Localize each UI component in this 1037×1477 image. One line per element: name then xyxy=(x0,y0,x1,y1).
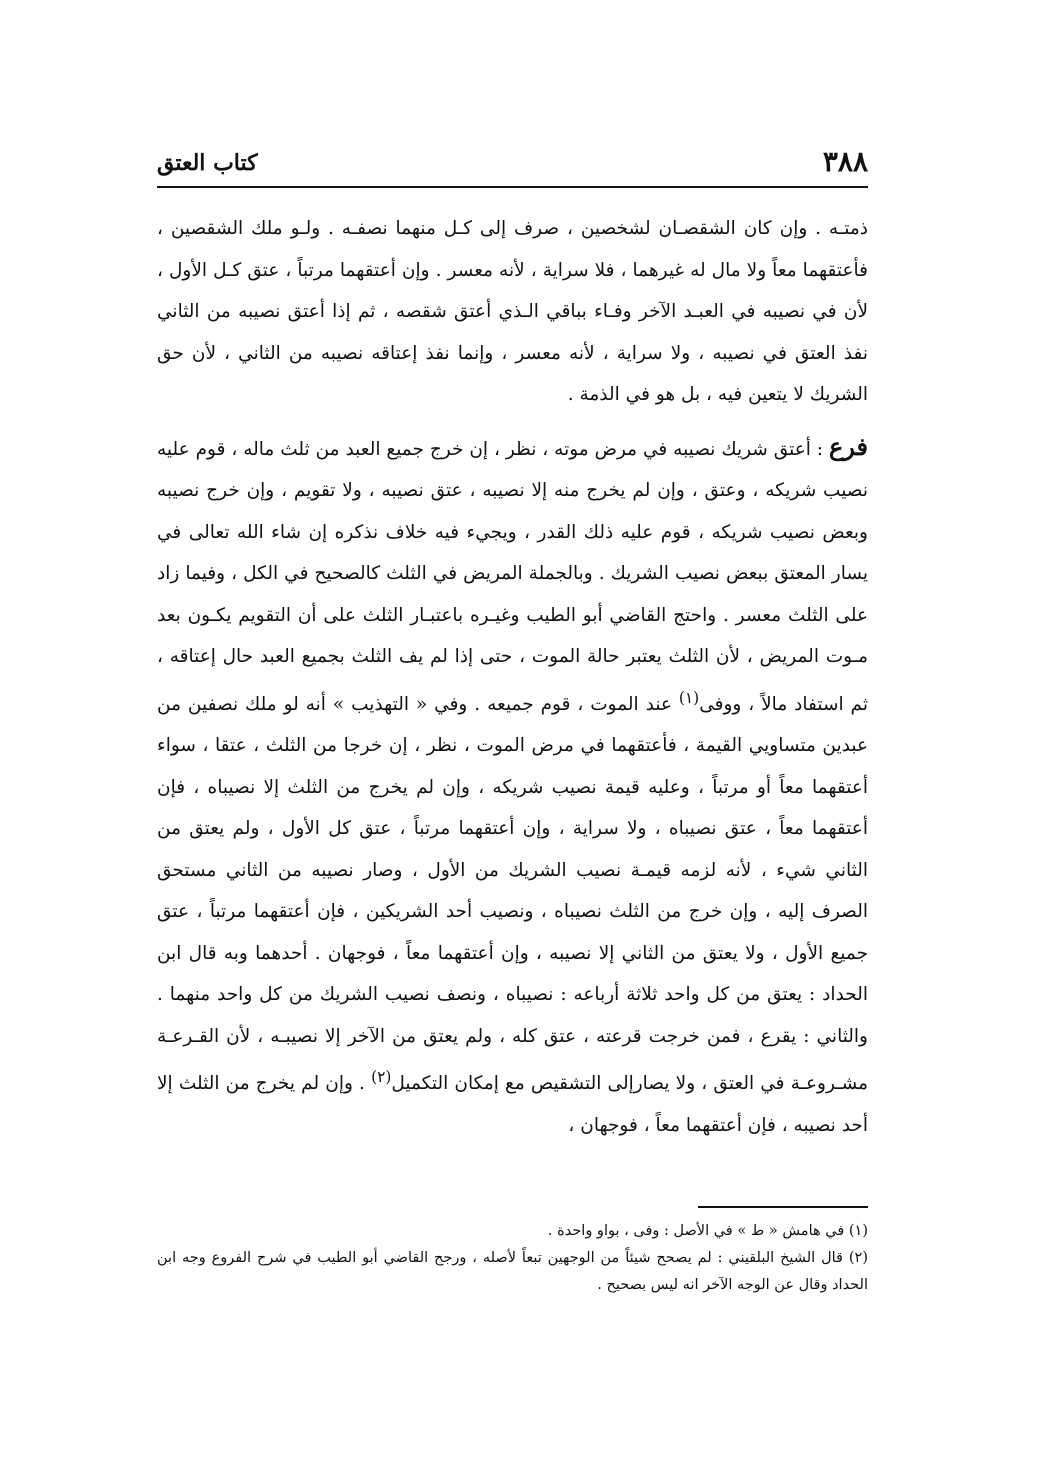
paragraph-2 xyxy=(157,426,868,1147)
page-header xyxy=(157,144,868,184)
footnote-2: (٢) قال الشيخ البلقيني : لم يصحح شيئاً من الوجهين تبعاً لأصله ، ورجح القاضي أبو الطيب في شرح الفروع وجه ابن الحداد وقال عن الوجه الآخر انه ليس بصحيح . xyxy=(157,1250,868,1293)
footnote-ref-2: (٢) xyxy=(371,1068,392,1087)
running-title: كتاب العتق xyxy=(157,150,258,176)
section-label-far: فرع xyxy=(828,431,868,461)
footnote-ref-1: (١) xyxy=(678,688,700,707)
footnote-divider xyxy=(698,1206,868,1208)
footnotes xyxy=(157,1218,868,1299)
main-text xyxy=(157,208,868,1146)
page-number: ٣٨٨ xyxy=(822,145,868,178)
paragraph-2-text-a: : أعتق شريك نصيبه في مرض موته ، نظر ، إن خرج جميع العبد من ثلث ماله ، قوم عليه نصيب شريكه ، وعتق ، وإن لم يخرج منه إلا نصيبه ، عتق نصيبه ، ولا تقويم ، وإن خرج نصيبه وبعض نصيب شريكه ، قوم عليه ذلك القدر ، ويجيء فيه خلاف نذكره إن شاء الله تعالى في يسار المعتق ببعض نصيب الشريك . وبالجملة المريض في الثلث كالصحيح في الكل ، وفيما زاد على الثلث معسر . واحتج القاضي أبو الطيب وغيـره باعتبـار الثلث على أن التقويم يكـون بعد مـوت المريض ، لأن الثلث يعتبر حالة الموت ، حتى إذا لم يف الثلث بجميع العبد حال إعتاقه ، ثم استفاد مالاً ، ووفى xyxy=(157,438,868,715)
paragraph-1: ذمتـه . وإن كان الشقصـان لشخصين ، صرف إلى كـل منهما نصفـه . ولـو ملك الشقصين ، فأعتقهما معاً ولا مال له غيرهما ، فلا سراية ، لأنه معسر . وإن أعتقهما مرتباً ، عتق كـل الأول ، لأن في نصيبه في العبـد الآخر وفـاء بباقي الـذي أعتق شقصه ، ثم إذا أعتق نصيبه من الثاني نفذ العتق في نصيبه ، ولا سراية ، لأنه معسر ، وإنما نفذ إعتاقه نصيبه من الثاني ، لأن حق الشريك لا يتعين فيه ، بل هو في الذمة . xyxy=(157,218,868,405)
paragraph-2-text-b: عند الموت ، قوم جميعه . وفي « التهذيب » أنه لو ملك نصفين من عبدين متساويي القيمة ، فأعتقهما في مرض الموت ، نظر ، إن خرجا من الثلث ، عتقا ، سواء أعتقهما معاً أو مرتباً ، وعليه قيمة نصيب شريكه ، وإن لم يخرج من الثلث إلا نصيباه ، فإن أعتقهما معاً ، عتق نصيباه ، ولا سراية ، وإن أعتقهما مرتباً ، عتق كل الأول ، ولم يعتق من الثاني شيء ، لأنه لزمه قيمـة نصيب الشريك من الأول ، وصار نصيبه من الثاني مستحق الصرف إليه ، وإن خرج من الثلث نصيباه ، ونصيب أحد الشريكين ، فإن أعتقهما مرتباً ، عتق جميع الأول ، ولا يعتق من الثاني إلا نصيبه ، وإن أعتقهما معاً ، فوجهان . أحدهما وبه قال ابن الحداد : يعتق من كل واحد ثلاثة أرباعه : نصيباه ، ونصف نصيب الشريك من كل واحد منهما . والثاني : يقرع ، فمن خرجت قرعته ، عتق كله ، ولم يعتق من الآخر إلا نصيبـه ، لأن القـرعـة مشـروعـة في العتق ، ولا يصارإلى التشقيص مع إمكان التكميل xyxy=(157,693,868,1095)
paragraph-2-text-c: . وإن لم يخرج من الثلث إلا أحد نصيبه ، فإن أعتقهما معاً ، فوجهان ، xyxy=(157,1073,868,1136)
header-divider xyxy=(157,186,868,188)
footnote-1: (١) في هامش « ط » في الأصل : وفى ، بواو واحدة . xyxy=(547,1223,868,1239)
